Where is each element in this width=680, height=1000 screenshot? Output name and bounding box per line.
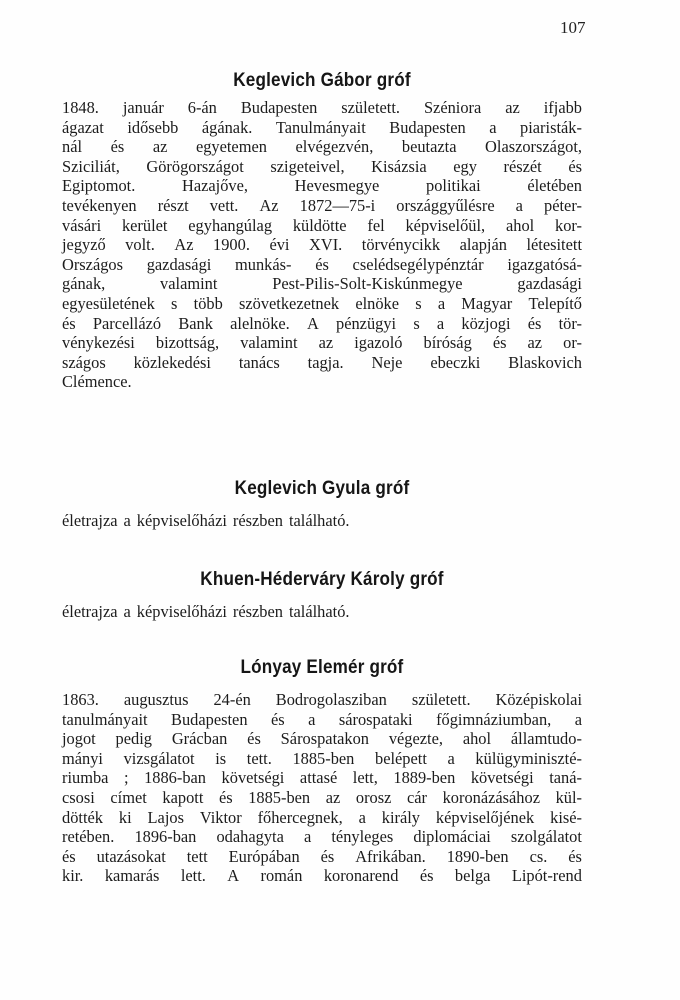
text-line: riumba ; 1886-ban követségi attasé lett, 1889-ben követségi taná- — [62, 768, 582, 788]
text-line: egyesületének s több szövetkezetnek elnöke s a Magyar Telepítő — [62, 293, 582, 313]
section-heading-khuen-hedervary: Khuen-Héderváry Károly gróf — [200, 569, 444, 590]
text-line: Clémence. — [62, 372, 132, 392]
text-line: Országos gazdasági munkás- és cselédsegélypénztár igazgatósá- — [62, 254, 582, 274]
text-line: nál és az egyetemen elvégezvén, beutazta Olaszországot, — [62, 137, 582, 157]
text-line: életrajza a képviselőházi részben található. — [62, 602, 350, 621]
text-line: gának, valamint Pest-Pilis-Solt-Kiskúnmegye gazdasági — [62, 274, 582, 294]
section-body-keglevich-gabor — [62, 98, 582, 392]
section-body-lonyay-elemer — [62, 690, 582, 886]
section-heading-keglevich-gyula: Keglevich Gyula gróf — [234, 478, 410, 499]
section-heading-lonyay-elemer: Lónyay Elemér gróf — [240, 657, 404, 678]
text-line: és utazásokat tett Európában és Afrikában. 1890-ben cs. és — [62, 846, 582, 866]
text-line: tanulmányait Budapesten és a sárospataki főgimnáziumban, a — [62, 709, 582, 729]
text-line: jegyző volt. Az 1900. évi XVI. törvénycikk alapján létesitett — [62, 235, 582, 255]
text-line: 1848. január 6-án Budapesten született. Széniora az ifjabb — [62, 98, 582, 117]
text-line: retében. 1896-ban odahagyta a tényleges diplomáciai szolgálatot — [62, 827, 582, 847]
text-line: vénykezési bizottság, valamint az igazoló bíróság és az or- — [62, 333, 582, 353]
text-line: csosi címet kapott és 1885-ben az orosz cár koronázásához kül- — [62, 787, 582, 807]
text-line: szágos közlekedési tanács tagja. Neje ebeczki Blaskovich — [62, 352, 582, 372]
section-body-khuen-hedervary — [62, 602, 582, 622]
text-line: jogot pedig Grácban és Sárospatakon végezte, ahol államtudo- — [62, 729, 582, 749]
text-line: dötték ki Lajos Viktor főhercegnek, a király képviselőjének kisé- — [62, 807, 582, 827]
text-line: és Parcellázó Bank alelnöke. A pénzügyi s a közjogi és tör- — [62, 313, 582, 333]
page-number: 107 — [560, 18, 586, 37]
text-line: vásári kerület egyhangúlag küldötte fel képviselőül, ahol kor- — [62, 215, 582, 235]
text-line: kir. kamarás lett. A román koronarend és belga Lipót-rend — [62, 866, 582, 886]
section-heading-keglevich-gabor: Keglevich Gábor gróf — [233, 70, 411, 91]
text-line: tevékenyen részt vett. Az 1872—75-i országgyűlésre a péter- — [62, 195, 582, 215]
text-line: Sziciliát, Görögországot szigeteivel, Kisázsia egy részét és — [62, 156, 582, 176]
text-line: 1863. augusztus 24-én Bodrogolasziban született. Középiskolai — [62, 690, 582, 709]
text-line: életrajza a képviselőházi részben található. — [62, 511, 350, 530]
text-line: ágazat idősebb ágának. Tanulmányait Budapesten a piaristák- — [62, 117, 582, 137]
section-body-keglevich-gyula — [62, 511, 582, 531]
text-line: mányi vizsgálatot is tett. 1885-ben belépett a külügyminiszté- — [62, 748, 582, 768]
text-line: Egiptomot. Hazajőve, Hevesmegye politikai életében — [62, 176, 582, 196]
